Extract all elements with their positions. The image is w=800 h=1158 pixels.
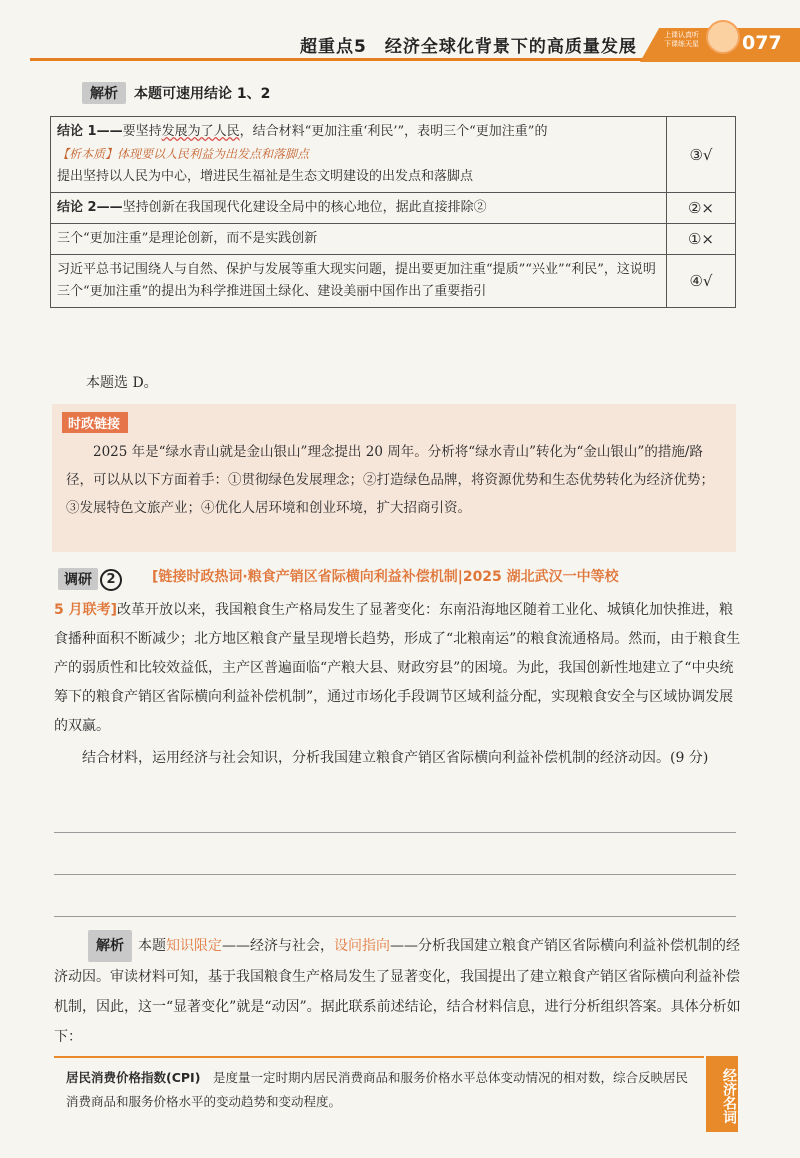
footer-rule: [54, 1056, 704, 1058]
analysis-text: ——经济与社会，: [222, 938, 334, 954]
row-text: 要坚持: [122, 124, 162, 139]
question-prompt: 结合材料，运用经济与社会知识，分析我国建立粮食产销区省际横向利益补偿机制的经济动因。(9 分): [82, 750, 709, 766]
news-box: [52, 404, 736, 552]
table-cell: [51, 117, 667, 193]
analysis-2: [54, 930, 744, 1052]
news-body: 2025 年是“绿水青山就是金山银山”理念提出 20 周年。分析将“绿水青山”转化为“金山银山”的措施/路径，可以从以下方面着手：①贯彻绿色发展理念；②打造绿色品牌，将资源优势和生态优势转化为经济优势；③发展特色文旅产业；④优化人居环境和创业环境，扩大招商引资。: [66, 444, 714, 516]
highlight-text: 发展为了人民: [161, 124, 240, 139]
question-tag: [58, 568, 122, 591]
question-number: 2: [100, 569, 122, 591]
table-row: [51, 193, 736, 224]
table-cell: [51, 193, 667, 224]
answer-line: [54, 916, 736, 917]
answer-line: [54, 832, 736, 833]
answer-line: [54, 874, 736, 875]
header-rule: [30, 58, 650, 61]
note-label: 【析本质】: [57, 147, 118, 161]
table-cell: 三个“更加注重”是理论创新，而不是实践创新: [51, 224, 667, 255]
question-label: 调研: [58, 568, 98, 590]
option-mark: ①×: [667, 224, 736, 255]
conclusion-table: [50, 116, 736, 308]
page-number: 077: [742, 32, 782, 54]
note-text: 体现要以人民利益为出发点和落脚点: [117, 147, 310, 161]
page-header: [0, 28, 800, 66]
question-source-cont: 5 月联考]: [54, 602, 118, 618]
mascot-icon: [706, 20, 740, 54]
option-mark: ③√: [667, 117, 736, 193]
glossary-definition: 是度量一定时期内居民消费商品和服务价格水平总体变动情况的相对数，综合反映居民消费商品和服务价格水平的变动趋势和变动程度。: [66, 1070, 688, 1109]
row-text: ，结合材料“更加注重‘利民’”，表明三个“更加注重”的: [239, 124, 548, 139]
analysis-tag: 解析: [82, 82, 126, 104]
analysis-text: ——分析我国建立粮食产销区省际横向利益补偿机制的经济动因。审读材料可知，基于我国粮食生产格局发生了显著变化，我国提出了建立粮食产销区省际横向利益补偿机制，因此，这一“显著变化”就是“动因”。据此联系前述结论，结合材料信息，进行分析组织答案。具体分析如下：: [54, 938, 741, 1045]
material-text: 改革开放以来，我国粮食生产格局发生了显著变化：东南沿海地区随着工业化、城镇化加快推进，粮食播种面积不断减少；北方地区粮食产量呈现增长趋势，形成了“北粮南运”的粮食流通格局。然而，由于粮食生产的弱质性和比较效益低，主产区普遍面临“产粮大县、财政穷县”的困境。为此，我国创新性地建立了“中央统筹下的粮食产销区省际横向利益补偿机制”，通过市场化手段调节区域利益分配，实现粮食安全与区域协调发展的双赢。: [54, 602, 741, 734]
question-material: [54, 596, 742, 741]
row-text: 提出坚持以人民为中心，增进民生福祉是生态文明建设的出发点和落脚点: [57, 169, 474, 184]
footer-glossary: [66, 1066, 696, 1114]
keyword: 知识限定: [166, 938, 222, 954]
table-cell: 习近平总书记围绕人与自然、保护与发展等重大现实问题，提出要更加注重“提质”“兴业”“利民”，这说明三个“更加注重”的提出为科学推进国土绿化、建设美丽中国作出了重要指引: [51, 255, 667, 308]
table-row: [51, 224, 736, 255]
header-slogan: 上课认真听 下课练天星: [664, 31, 699, 48]
analysis-tag: 解析: [88, 930, 132, 962]
option-mark: ②×: [667, 193, 736, 224]
keyword: 设问指向: [334, 938, 390, 954]
side-tab: 经济名词: [706, 1056, 738, 1132]
analysis-lead-text: 本题可速用结论 1、2: [134, 86, 271, 102]
conclusion-label: 结论 2——: [57, 200, 123, 215]
note: [57, 147, 309, 161]
option-mark: ④√: [667, 255, 736, 308]
question-source: [链接时政热词·粮食产销区省际横向利益补偿机制|2025 湖北武汉一中等校: [152, 569, 619, 585]
answer-text: 本题选 D。: [86, 375, 158, 391]
analysis-text: 本题: [138, 938, 166, 954]
glossary-term: 居民消费价格指数(CPI): [66, 1070, 201, 1085]
news-tag: 时政链接: [62, 412, 128, 433]
table-row: [51, 255, 736, 308]
table-row: [51, 117, 736, 193]
row-text: 坚持创新在我国现代化建设全局中的核心地位，据此直接排除②: [122, 200, 487, 215]
header-title: 超重点5 经济全球化背景下的高质量发展: [300, 37, 637, 57]
analysis-lead: [82, 82, 270, 104]
conclusion-label: 结论 1——: [57, 124, 123, 139]
